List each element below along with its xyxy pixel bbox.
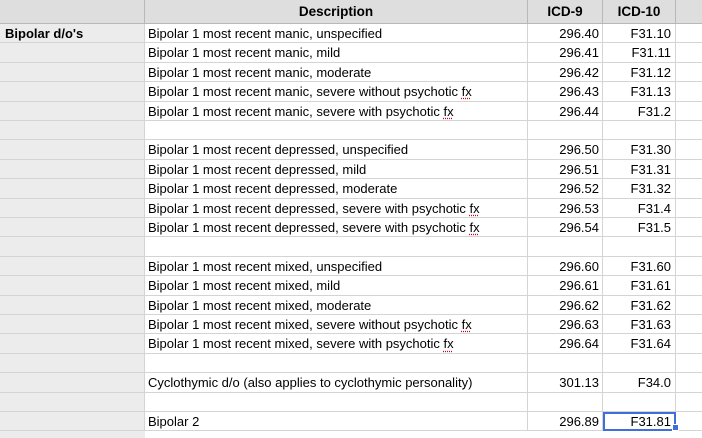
table-row [0, 199, 702, 218]
cell-e[interactable] [676, 24, 702, 43]
icd9-cell[interactable]: 296.54 [528, 218, 603, 237]
icd10-cell[interactable] [603, 237, 676, 256]
icd10-cell[interactable]: F31.60 [603, 257, 676, 276]
table-row [0, 315, 702, 334]
category-cell[interactable]: Bipolar d/o's [0, 24, 145, 43]
icd9-cell[interactable] [528, 237, 603, 256]
spellcheck-word: fx [461, 84, 472, 100]
description-cell[interactable] [145, 393, 528, 412]
cell-e[interactable] [676, 160, 702, 179]
icd9-cell[interactable]: 296.60 [528, 257, 603, 276]
cell-e[interactable] [676, 373, 702, 392]
icd10-cell[interactable] [603, 121, 676, 140]
table-row [0, 373, 702, 392]
icd10-cell[interactable]: F31.62 [603, 296, 676, 315]
spellcheck-word: fx [461, 317, 472, 332]
icd10-cell[interactable]: F31.64 [603, 334, 676, 353]
description-cell[interactable]: Bipolar 1 most recent depressed, moderate [145, 179, 528, 198]
icd9-cell[interactable]: 296.52 [528, 179, 603, 198]
cell-e[interactable] [676, 140, 702, 159]
table-row [0, 412, 702, 431]
table-row [0, 24, 702, 43]
icd10-cell[interactable]: F31.12 [603, 63, 676, 82]
description-cell[interactable]: Bipolar 1 most recent depressed, severe with psychotic fx [145, 218, 528, 237]
icd9-cell[interactable]: 296.42 [528, 63, 603, 82]
cell-a[interactable] [0, 218, 145, 237]
description-cell[interactable]: Bipolar 1 most recent mixed, unspecified [145, 257, 528, 276]
description-cell[interactable]: Bipolar 1 most recent depressed, mild [145, 160, 528, 179]
cell-a[interactable] [0, 296, 145, 315]
icd9-cell[interactable]: 296.63 [528, 315, 603, 334]
cell-e[interactable] [676, 218, 702, 237]
cell-a[interactable] [0, 121, 145, 140]
icd10-cell[interactable] [603, 393, 676, 412]
spellcheck-word: fx [469, 220, 480, 235]
icd10-cell[interactable]: F31.13 [603, 82, 676, 101]
description-cell[interactable] [145, 237, 528, 256]
cell-e[interactable] [676, 82, 702, 101]
header-row [0, 0, 702, 24]
cell-e[interactable] [676, 393, 702, 412]
table-row [0, 160, 702, 179]
icd10-cell[interactable]: F31.31 [603, 160, 676, 179]
cell-e[interactable] [676, 315, 702, 334]
table-row [0, 296, 702, 315]
icd10-cell[interactable]: F31.5 [603, 218, 676, 237]
icd9-cell[interactable]: 296.89 [528, 412, 603, 431]
cell-a[interactable] [0, 315, 145, 334]
icd10-cell[interactable]: F31.30 [603, 140, 676, 159]
icd9-cell[interactable]: 301.13 [528, 373, 603, 392]
cell-e[interactable] [676, 43, 702, 62]
cell-e[interactable] [676, 257, 702, 276]
table-row [0, 237, 702, 256]
icd9-cell[interactable] [528, 121, 603, 140]
icd9-cell[interactable]: 296.40 [528, 24, 603, 43]
cell-a[interactable] [0, 43, 145, 62]
cell-a[interactable] [0, 412, 145, 431]
table-row [0, 334, 702, 353]
table-row [0, 121, 702, 140]
table-row [0, 218, 702, 237]
cell-e[interactable] [676, 121, 702, 140]
icd9-cell[interactable] [528, 354, 603, 373]
icd9-cell[interactable]: 296.64 [528, 334, 603, 353]
table-row [0, 43, 702, 62]
header-description[interactable]: Description [145, 0, 528, 23]
icd9-cell[interactable]: 296.43 [528, 82, 603, 101]
cell-a[interactable] [0, 140, 145, 159]
icd9-cell[interactable]: 296.51 [528, 160, 603, 179]
spellcheck-word: fx [443, 336, 454, 352]
icd10-cell[interactable]: F31.32 [603, 179, 676, 198]
spellcheck-word: fx [443, 103, 454, 119]
icd9-cell[interactable]: 296.44 [528, 102, 603, 121]
icd10-cell[interactable] [603, 354, 676, 373]
table-row [0, 82, 702, 101]
table-row [0, 393, 702, 412]
description-cell[interactable]: Bipolar 1 most recent depressed, severe with psychotic fx [145, 199, 528, 218]
cell-a[interactable] [0, 160, 145, 179]
cell-e[interactable] [676, 334, 702, 353]
cell-e[interactable] [676, 199, 702, 218]
cell-e[interactable] [676, 63, 702, 82]
cell-e[interactable] [676, 102, 702, 121]
cell-a[interactable] [0, 373, 145, 392]
description-cell[interactable]: Bipolar 2 [145, 412, 528, 431]
icd9-cell[interactable]: 296.62 [528, 296, 603, 315]
icd9-cell[interactable]: 296.41 [528, 43, 603, 62]
fill-handle[interactable] [672, 424, 679, 431]
cell-a[interactable] [0, 393, 145, 412]
header-cell-a[interactable] [0, 0, 145, 23]
header-cell-e[interactable] [676, 0, 702, 23]
icd10-cell[interactable]: F31.63 [603, 315, 676, 334]
description-cell[interactable]: Bipolar 1 most recent manic, moderate [145, 63, 528, 82]
table-row [0, 257, 702, 276]
description-cell[interactable]: Cyclothymic d/o (also applies to cyclothymic personality) [145, 373, 528, 392]
icd9-cell[interactable]: 296.50 [528, 140, 603, 159]
header-icd9[interactable]: ICD-9 [528, 0, 603, 23]
description-cell[interactable]: Bipolar 1 most recent mixed, moderate [145, 296, 528, 315]
cell-e[interactable] [676, 412, 702, 431]
table-row [0, 140, 702, 159]
table-row [0, 102, 702, 121]
header-icd10[interactable]: ICD-10 [603, 0, 676, 23]
cell-a[interactable] [0, 334, 145, 353]
cell-a[interactable] [0, 237, 145, 256]
cell-a[interactable] [0, 102, 145, 121]
cell-e[interactable] [676, 276, 702, 295]
icd10-cell[interactable]: F34.0 [603, 373, 676, 392]
cell-a[interactable] [0, 257, 145, 276]
description-cell[interactable]: Bipolar 1 most recent mixed, severe without psychotic fx [145, 315, 528, 334]
description-cell[interactable]: Bipolar 1 most recent manic, mild [145, 43, 528, 62]
description-cell[interactable]: Bipolar 1 most recent mixed, severe with psychotic fx [145, 334, 528, 353]
icd9-cell[interactable]: 296.61 [528, 276, 603, 295]
cell-a[interactable] [0, 199, 145, 218]
description-cell[interactable]: Bipolar 1 most recent mixed, mild [145, 276, 528, 295]
description-cell[interactable]: Bipolar 1 most recent manic, severe without psychotic fx [145, 82, 528, 101]
cell-e[interactable] [676, 296, 702, 315]
icd10-cell[interactable]: F31.81 [603, 412, 676, 431]
icd10-cell[interactable]: F31.11 [603, 43, 676, 62]
cell-a[interactable] [0, 63, 145, 82]
cell-e[interactable] [676, 179, 702, 198]
description-cell[interactable] [145, 354, 528, 373]
icd10-cell[interactable]: F31.2 [603, 102, 676, 121]
spellcheck-word: fx [469, 200, 480, 216]
icd10-cell[interactable]: F31.4 [603, 199, 676, 218]
table-row [0, 179, 702, 198]
table-row [0, 276, 702, 295]
icd10-cell[interactable]: F31.61 [603, 276, 676, 295]
cell-a[interactable] [0, 276, 145, 295]
icd10-cell[interactable]: F31.10 [603, 24, 676, 43]
cell-a[interactable] [0, 179, 145, 198]
description-cell[interactable]: Bipolar 1 most recent manic, severe with psychotic fx [145, 102, 528, 121]
cell-a[interactable] [0, 354, 145, 373]
cell-e[interactable] [676, 354, 702, 373]
table-row [0, 63, 702, 82]
description-cell[interactable] [145, 121, 528, 140]
description-cell[interactable]: Bipolar 1 most recent manic, unspecified [145, 24, 528, 43]
cell-e[interactable] [676, 237, 702, 256]
table-row [0, 354, 702, 373]
icd9-cell[interactable]: 296.53 [528, 199, 603, 218]
icd9-cell[interactable] [528, 393, 603, 412]
description-cell[interactable]: Bipolar 1 most recent depressed, unspecified [145, 140, 528, 159]
cell-a[interactable] [0, 82, 145, 101]
